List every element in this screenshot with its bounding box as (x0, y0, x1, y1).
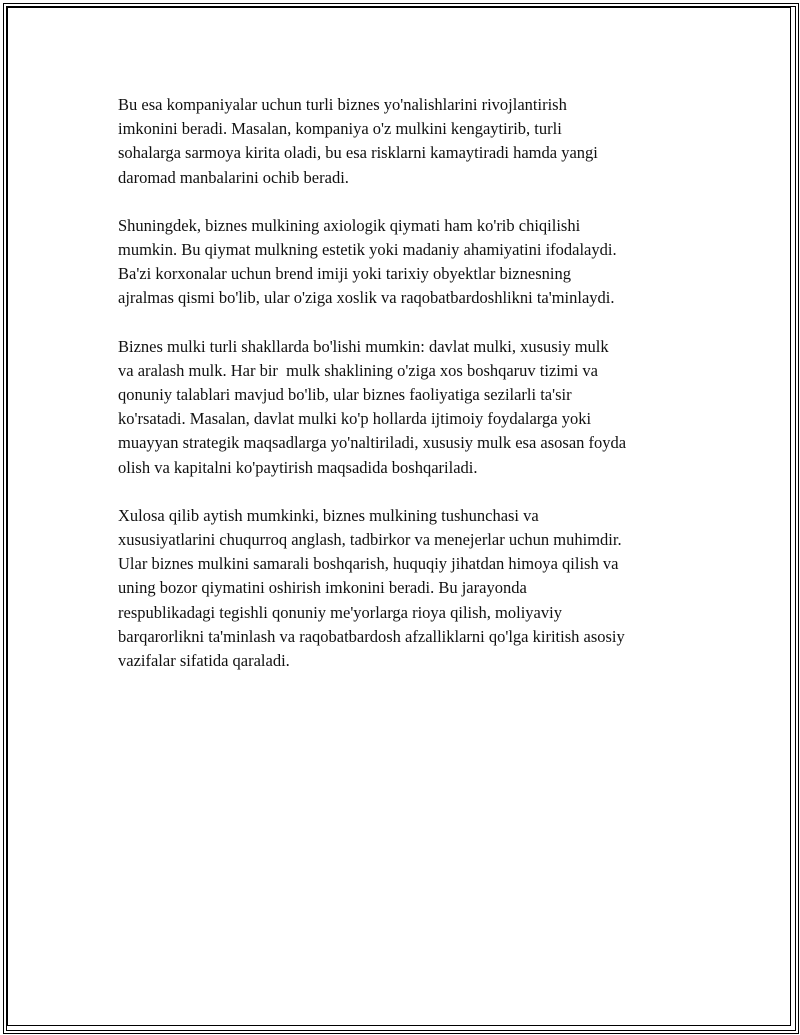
text-line: xususiyatlarini chuqurroq anglash, tadbirkor va menejerlar uchun muhimdir. (118, 530, 622, 550)
text-line: barqarorlikni ta'minlash va raqobatbardosh afzalliklarni qo'lga kiritish asosiy (118, 626, 625, 646)
text-line: imkonini beradi. Masalan, kompaniya o'z mulkini kengaytirib, turli (118, 119, 562, 139)
text-line: daromad manbalarini ochib beradi. (118, 167, 349, 187)
text-line: va aralash mulk. Har bir mulk shaklining o'ziga xos boshqaruv tizimi va (118, 360, 598, 380)
text-line: ajralmas qismi bo'lib, ular o'ziga xoslik va raqobatbardoshlikni ta'minlaydi. (118, 288, 615, 308)
text-line: vazifalar sifatida qaraladi. (118, 651, 290, 671)
text-line: Bu esa kompaniyalar uchun turli biznes yo'nalishlarini rivojlantirish (118, 95, 567, 114)
text-line: Ular biznes mulkini samarali boshqarish, huquqiy jihatdan himoya qilish va (118, 554, 619, 574)
text-line: olish va kapitalni ko'paytirish maqsadida boshqariladi. (118, 457, 478, 477)
text-line: Shuningdek, biznes mulkining axiologik qiymati ham ko'rib chiqilishi (118, 215, 581, 235)
text-line: qonuniy talablari mavjud bo'lib, ular biznes faoliyatiga sezilarli ta'sir (118, 385, 572, 405)
paragraph-1 (118, 93, 698, 190)
text-line: mumkin. Bu qiymat mulkning estetik yoki madaniy ahamiyatini ifodalaydi. (118, 240, 617, 260)
text-line: respublikadagi tegishli qonuniy me'yorlarga rioya qilish, moliyaviy (118, 602, 562, 622)
paragraph-3 (118, 335, 698, 480)
paragraph-2 (118, 214, 698, 311)
text-line: Ba'zi korxonalar uchun brend imiji yoki tarixiy obyektlar biznesning (118, 264, 571, 284)
text-line: muayyan strategik maqsadlarga yo'naltiriladi, xususiy mulk esa asosan foyda (118, 433, 627, 453)
text-line: Xulosa qilib aytish mumkinki, biznes mulkining tushunchasi va (118, 505, 539, 525)
text-line: sohalarga sarmoya kirita oladi, bu esa risklarni kamaytiradi hamda yangi (118, 143, 598, 163)
document-body (118, 93, 698, 697)
text-line: Biznes mulki turli shakllarda bo'lishi mumkin: davlat mulki, xususiy mulk (118, 336, 609, 356)
text-line: uning bozor qiymatini oshirish imkonini beradi. Bu jarayonda (118, 578, 527, 598)
paragraph-4 (118, 504, 698, 673)
text-line: ko'rsatadi. Masalan, davlat mulki ko'p hollarda ijtimoiy foydalarga yoki (118, 409, 592, 429)
